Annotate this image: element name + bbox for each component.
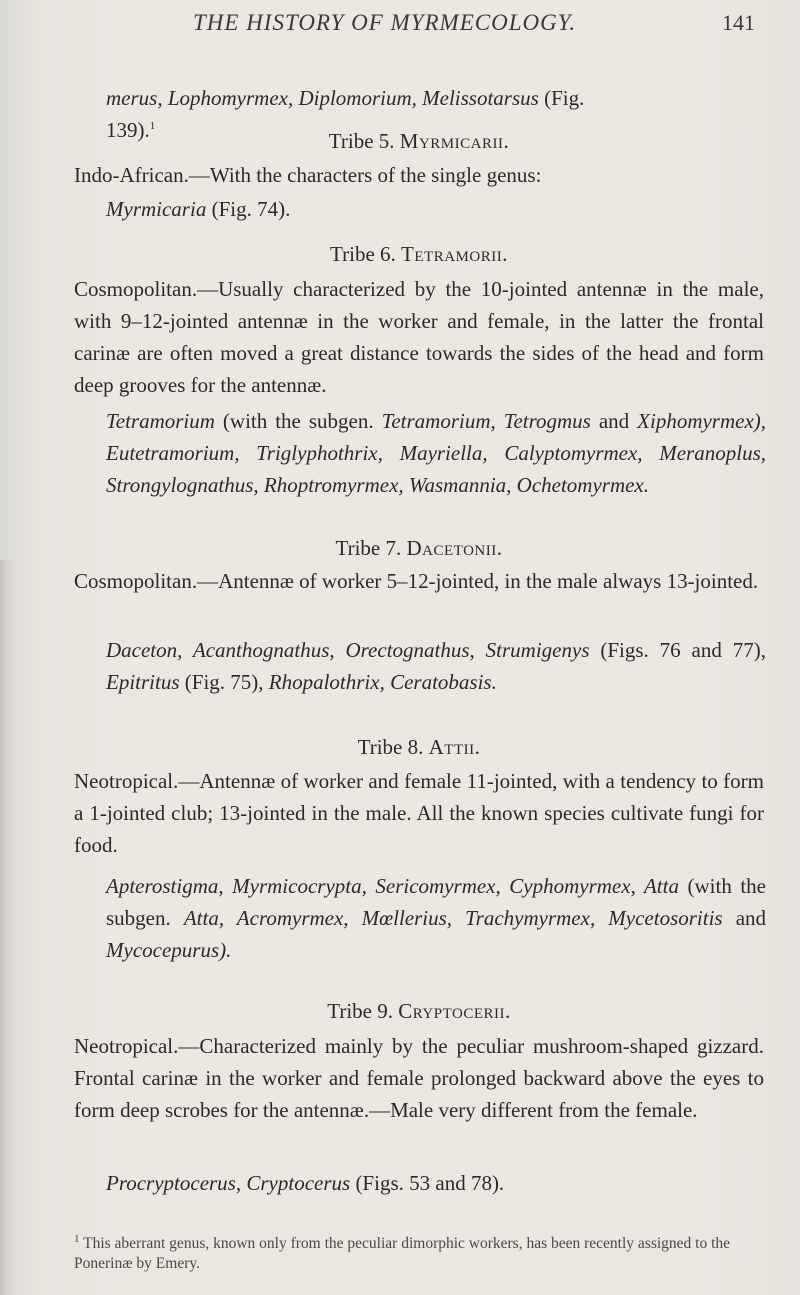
running-title: THE HISTORY OF MYRMECOLOGY. xyxy=(193,10,577,35)
tribe8-genera: Apterostigma, Myrmicocrypta, Sericomyrmex, Cyphomyrmex, Atta (with the subgen. Atta, Acromyrmex, Mœllerius, Trachymyrmex, Mycetosoritis and Mycocepurus). xyxy=(106,874,767,962)
tribe9-genera: Procryptocerus, Cryptocerus (Figs. 53 and 78). xyxy=(106,1171,505,1195)
tribe9-heading: Tribe 9. Cryptocerii. xyxy=(327,999,511,1023)
tribe5-description: Indo-African.—With the characters of the single genus: xyxy=(74,163,542,187)
page-number: 141 xyxy=(722,10,755,35)
tribe7-genera: Daceton, Acanthognathus, Orectognathus, Strumigenys (Figs. 76 and 77), Epitritus (Fig. 75), Rhopalothrix, Ceratobasis. xyxy=(106,638,766,694)
tribe9-description: Neotropical.—Characterized mainly by the peculiar mushroom-shaped gizzard. Frontal carinæ in the worker and female prolonged backward above the eyes to form deep scrobes for the antennæ.—Male very different from the female. xyxy=(74,1034,764,1122)
footnote-text: This aberrant genus, known only from the peculiar dimorphic workers, has been recently assigned to the Ponerinæ by Emery. xyxy=(74,1235,731,1272)
footnote-marker: 1 xyxy=(149,120,156,132)
tribe5-genera: Myrmicaria (Fig. 74). xyxy=(106,197,291,221)
tribe6-description: Cosmopolitan.—Usually characterized by the 10-jointed antennæ in the male, with 9–12-jointed antennæ in the worker and female, in the latter the frontal carinæ are often moved a great distance towards the sides of the head and form deep grooves for the antennæ. xyxy=(74,277,764,397)
tribe7-description: Cosmopolitan.—Antennæ of worker 5–12-jointed, in the male always 13-jointed. xyxy=(74,569,759,593)
footnote xyxy=(74,1234,764,1274)
tribe8-description: Neotropical.—Antennæ of worker and female 11-jointed, with a tendency to form a 1-jointed club; 13-jointed in the male. All the known species cultivate fungi for food. xyxy=(74,769,764,857)
tribe5-heading: Tribe 5. Myrmicarii. xyxy=(328,129,510,153)
tribe6-heading: Tribe 6. Tetramorii. xyxy=(330,242,508,266)
tribe8-heading: Tribe 8. Attii. xyxy=(357,735,481,759)
tribe6-genera: Tetramorium (with the subgen. Tetramorium, Tetrogmus and Xiphomyrmex), Eutetramorium, Triglyphothrix, Mayriella, Calyptomyrmex, Meranoplus, Strongylognathus, Rhoptromyrmex, Wasmannia, Ochetomyrmex. xyxy=(106,409,767,497)
continued-genera-line2: 139).$^1$ xyxy=(106,118,156,142)
footnote-number: 1 xyxy=(74,1232,80,1245)
continued-genera-line1: merus, Lophomyrmex, Diplomorium, Melissotarsus (Fig. xyxy=(106,86,585,110)
tribe7-heading: Tribe 7. Dacetonii. xyxy=(335,536,503,560)
page-spine-shadow xyxy=(0,560,14,1295)
